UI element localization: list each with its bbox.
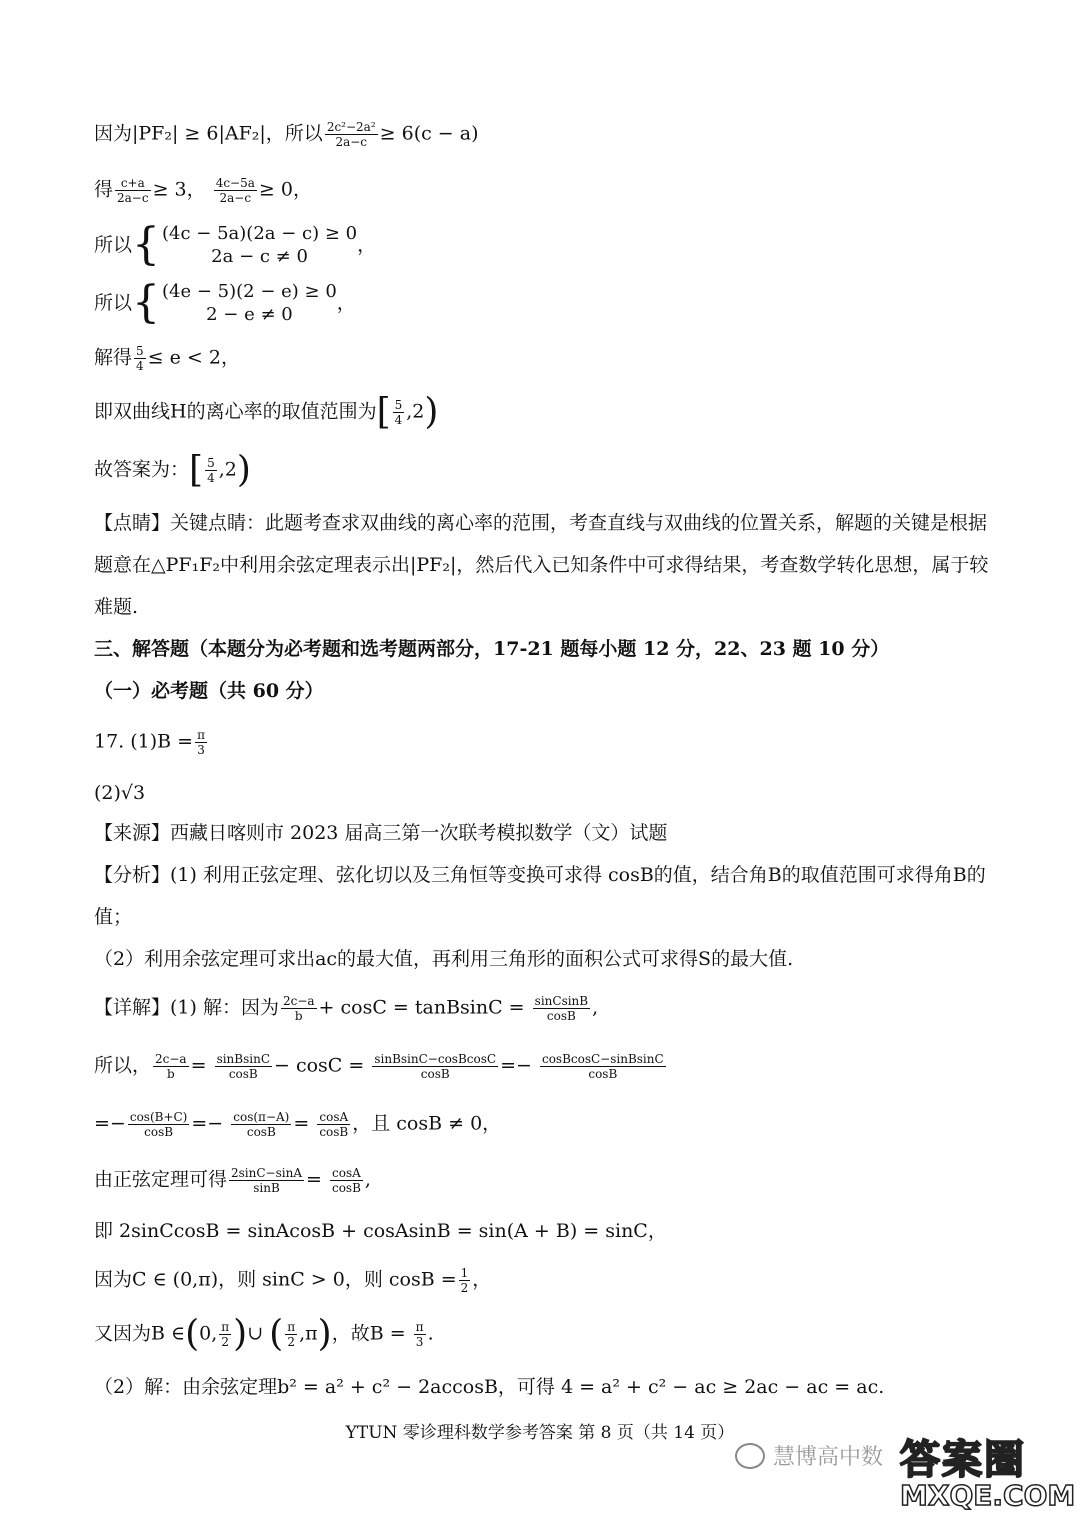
detail-5: 即 2sinCcosB = sinAcosB + cosAsinB = sin(A + B) = sinC， [94,1220,667,1242]
part-1-heading: （一）必考题（共 60 分） [94,680,324,702]
watermark-account [735,1440,883,1471]
wechat-icon [735,1443,765,1469]
detail-1: 【详解】(1) 解：因为 $\frac{2c-a}{b}$ + cosC = tanBsinC = $\frac{\text{sinCsinB}}{\cos B}$ , [94,994,599,1023]
line-7: 故答案为：[ $\frac{5}{4}$ ,2) [94,449,251,491]
line-5: 解得 $\frac{5}{4}$ ≤ e < 2， [94,344,240,373]
q17-answer-1: 17. (1)B = $\frac{\pi}{3}$ [94,728,205,757]
detail-4: 由正弦定理可得 $\frac{2\sin C-\sin A}{\sin B}$ = $\frac{\cos A}{\cos B}$ , [94,1166,371,1195]
dianjing-note: 【点睛】关键点睛：此题考查求双曲线的离心率的范围，考查直线与双曲线的位置关系，解题的关键是根据题意在△PF₁F₂中利用余弦定理表示出|PF₂|，然后代入已知条件中可求得结果，考查数学转化思想，属于较难题. [94,512,989,618]
detail-8: （2）解：由余弦定理b² = a² + c² − 2accosB，可得 4 = a² + c² − ac ≥ 2ac − ac = ac. [94,1376,885,1398]
watermark-text: 慧博高中数 [773,1445,884,1470]
line-4-system: 所以{ (4e − 5)(2 − e) ≥ 0 2 − e ≠ 0， [94,277,356,328]
detail-7: 又因为B ∈(0, $\frac{\pi}{2}$ )∪ ( $\frac{\pi}{2}$ ,π)，故B = $\frac{\pi}{3}$ . [94,1313,434,1355]
watermark-logo-top: 答案圈 [900,1437,1026,1483]
page-footer: YTUN 零诊理科数学参考答案 第 8 页（共 14 页） [345,1423,735,1443]
analysis-2: （2）利用余弦定理可求出ac的最大值，再利用三角形的面积公式可求得S的最大值. [94,948,794,970]
analysis-1: 【分析】(1) 利用正弦定理、弦化切以及三角恒等变换可求得 cosB的值，结合角B的取值范围可求得角B的值； [94,864,986,928]
detail-3: =− $\frac{\cos(B+C)}{\cos B}$ =− $\frac{\cos(\pi-A)}{\cos B}$ = $\frac{\cos A}{\cos B}$ ，且 cosB ≠ 0， [94,1110,502,1139]
q17-answer-2: (2)√3 [94,782,146,804]
source-line: 【来源】西藏日喀则市 2023 届高三第一次联考模拟数学（文）试题 [94,822,668,844]
line-1: 因为|PF₂| ≥ 6|AF₂|，所以 $\frac{\text{2c²−2a²}}{2a-c}$ ≥ 6(c − a) [94,120,479,149]
section-3-heading: 三、解答题（本题分为必考题和选考题两部分，17-21 题每小题 12 分，22、23 题 10 分） [94,638,890,660]
detail-6: 因为C ∈ (0,π)，则 sinC > 0，则 cosB = $\frac{1}{2}$ ， [94,1266,492,1295]
watermark-logo-bottom: MXQE.COM [900,1479,1076,1512]
line-3-system: 所以{ (4c − 5a)(2a − c) ≥ 0 2a − c ≠ 0， [94,219,377,270]
detail-2: 所以， $\frac{2c-a}{b}$ = $\frac{\text{sinBsinC}}{\cos B}$ − cosC = $\frac{\text{sinBsinC−cosBcosC}}{\cos B}$ =− $\frac{\text{cosBcosC−sinBsinC}}{\cos B}$ [94,1052,664,1081]
watermark-logo [900,1428,1076,1520]
line-2: 得 $\frac{c+a}{2a-c}$ ≥ 3， $\frac{4c-5a}{2a-c}$ ≥ 0， [94,176,312,205]
line-6: 即双曲线H的离心率的取值范围为[ $\frac{5}{4}$ ,2) [94,391,439,433]
